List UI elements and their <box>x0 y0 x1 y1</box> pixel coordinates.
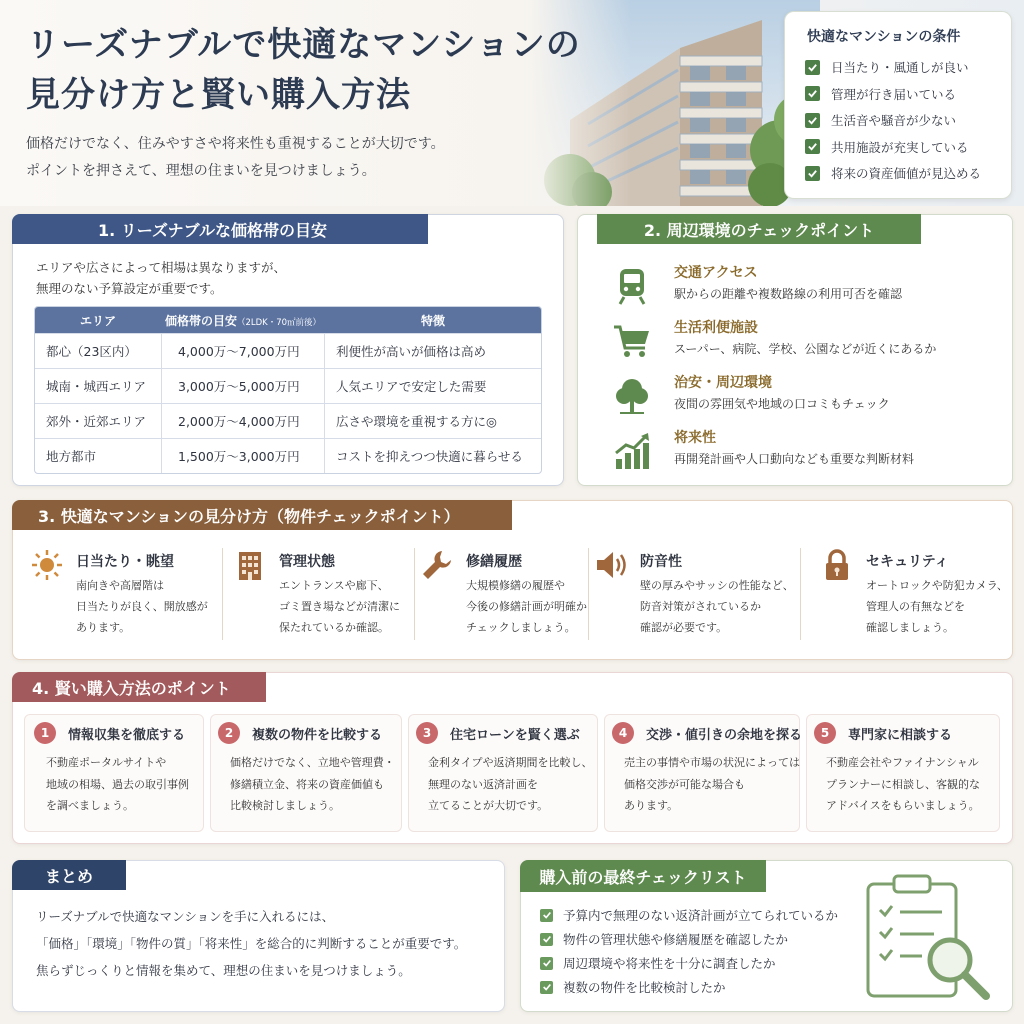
environment-item <box>612 372 1012 422</box>
property-check-title: 管理状態 <box>279 554 335 570</box>
desc-line: チェックしましょう。 <box>466 621 576 634</box>
desc-line: 売主の事情や市場の状況によっては <box>624 756 800 769</box>
desc-line: 確認しましょう。 <box>866 621 954 634</box>
step-number-badge: 1 <box>34 722 56 744</box>
desc-line: 保たれているか確認。 <box>279 621 389 634</box>
checklist-item <box>540 928 788 950</box>
property-check-title: 日当たり・眺望 <box>76 554 174 570</box>
price-range-section-title: 1. リーズナブルな価格帯の目安 <box>12 214 428 244</box>
step-desc <box>46 752 189 817</box>
area-cell: 城南・城西エリア <box>35 368 161 403</box>
desc-line: 修繕積立金、将来の資産価値も <box>230 777 384 791</box>
desc-line: 比較検討しましょう。 <box>230 799 340 812</box>
property-check-title: 防音性 <box>640 554 682 570</box>
purchase-step <box>416 720 598 824</box>
desc-line: あります。 <box>624 799 679 812</box>
step-title: 交渉・値引きの余地を探る <box>646 728 803 743</box>
condition-label: 将来の資産価値が見込める <box>831 166 982 182</box>
property-check-desc <box>640 575 794 638</box>
conditions-box <box>784 11 1012 199</box>
property-check-item <box>820 548 1006 652</box>
environment-section-title: 2. 周辺環境のチェックポイント <box>597 214 921 244</box>
condition-item <box>805 160 995 187</box>
speaker-icon <box>594 548 628 582</box>
price-table <box>34 306 542 474</box>
table-row <box>35 438 541 473</box>
desc-line: 今後の修繕計画が明確か <box>466 600 587 613</box>
step-title: 専門家に相談する <box>848 728 953 743</box>
col-header-price <box>161 307 325 333</box>
step-title: 住宅ローンを賢く選ぶ <box>450 728 580 743</box>
condition-item <box>805 107 995 134</box>
environment-item-title: 交通アクセス <box>674 265 758 281</box>
lock-icon <box>820 548 854 582</box>
wrench-icon <box>420 548 454 582</box>
desc-line: 不動産会社やファイナンシャル <box>826 756 979 769</box>
checkbox-checked-icon <box>805 113 820 128</box>
area-cell: 地方都市 <box>35 438 161 473</box>
desc-line: ゴミ置き場などが清潔に <box>279 600 400 613</box>
checklist-label: 周辺環境や将来性を十分に調査したか <box>563 956 776 971</box>
price-cell: 4,000万～7,000万円 <box>161 333 325 368</box>
divider <box>588 548 589 640</box>
table-row <box>35 368 541 403</box>
desc-line: 金利タイプや返済期間を比較し、 <box>428 756 593 769</box>
feature-cell: コストを抑えつつ快適に暮らせる <box>325 438 541 473</box>
environment-item <box>612 427 1012 477</box>
desc-line: 地域の相場、過去の取引事例 <box>46 777 189 791</box>
checkbox-checked-icon <box>540 981 553 994</box>
step-desc <box>826 752 980 817</box>
col-header-price-label: 価格帯の目安 <box>164 313 237 328</box>
area-cell: 郊外・近郊エリア <box>35 403 161 438</box>
condition-item <box>805 81 995 108</box>
step-title: 複数の物件を比較する <box>252 728 383 743</box>
page-title-line-1: リーズナブルで快適なマンションの <box>26 25 581 65</box>
final-checklist-title: 購入前の最終チェックリスト <box>520 860 766 892</box>
step-title: 情報収集を徹底する <box>68 728 186 743</box>
checkbox-checked-icon <box>540 933 553 946</box>
desc-line: アドバイスをもらいましょう。 <box>826 799 980 812</box>
page-title-line-2: 見分け方と賢い購入方法 <box>26 75 411 115</box>
price-cell: 3,000万～5,000万円 <box>161 368 325 403</box>
purchase-step <box>34 720 204 824</box>
summary-text <box>36 903 496 984</box>
table-row <box>35 403 541 438</box>
desc-line: 壁の厚みやサッシの性能など、 <box>640 579 794 592</box>
price-cell: 1,500万～3,000万円 <box>161 438 325 473</box>
desc-line: あります。 <box>76 621 131 634</box>
price-range-intro <box>36 257 536 299</box>
step-desc <box>428 752 592 817</box>
desc-line: オートロックや防犯カメラ、 <box>866 579 1008 592</box>
purchase-tips-section-title: 4. 賢い購入方法のポイント <box>12 672 266 702</box>
train-icon <box>612 266 652 306</box>
environment-item-title: 生活利便施設 <box>674 320 758 336</box>
feature-cell: 利便性が高いが価格は高め <box>325 333 541 368</box>
desc-line: 価格交渉が可能な場合も <box>624 777 745 791</box>
desc-line: 価格だけでなく、立地や管理費・ <box>230 756 395 769</box>
property-check-title: セキュリティ <box>866 554 949 570</box>
area-cell: 都心（23区内） <box>35 333 161 368</box>
summary-line: 焦らずじっくりと情報を集めて、理想の住まいを見つけましょう。 <box>36 963 411 978</box>
property-check-item <box>30 548 220 652</box>
checkbox-checked-icon <box>540 957 553 970</box>
desc-line: 無理のない返済計画を <box>428 777 538 791</box>
feature-cell: 人気エリアで安定した需要 <box>325 368 541 403</box>
summary-line: 「価格」「環境」「物件の質」「将来性」を総合的に判断することが重要です。 <box>36 936 467 951</box>
environment-item-desc: スーパー、病院、学校、公園などが近くにあるか <box>674 342 937 356</box>
conditions-title: 快適なマンションの条件 <box>807 29 961 45</box>
property-check-desc <box>466 575 587 638</box>
checklist-label: 物件の管理状態や修繕履歴を確認したか <box>563 932 789 947</box>
checklist-item <box>540 952 776 974</box>
condition-label: 生活音や騒音が少ない <box>831 113 957 129</box>
property-check-desc <box>76 575 208 638</box>
property-check-title: 修繕履歴 <box>466 554 522 570</box>
desc-line: 防音対策がされているか <box>640 600 761 613</box>
divider <box>222 548 223 640</box>
property-check-section-title: 3. 快適なマンションの見分け方（物件チェックポイント） <box>12 500 512 530</box>
property-check-item <box>233 548 413 652</box>
environment-item-desc: 再開発計画や人口動向なども重要な判断材料 <box>674 452 915 466</box>
table-header-row <box>35 307 541 333</box>
environment-item-desc: 夜間の雰囲気や地域の口コミもチェック <box>674 397 890 411</box>
checkbox-checked-icon <box>540 909 553 922</box>
subtitle-line-1: 価格だけでなく、住みやすさや将来性も重視することが大切です。 <box>26 136 445 152</box>
building-icon <box>233 548 267 582</box>
intro-line-2: 無理のない予算設定が重要です。 <box>36 281 223 296</box>
checklist-label: 予算内で無理のない返済計画が立てられているか <box>563 908 839 923</box>
condition-item <box>805 54 995 81</box>
clipboard-magnifier-icon <box>862 872 994 1002</box>
checkbox-checked-icon <box>805 166 820 181</box>
price-cell: 2,000万～4,000万円 <box>161 403 325 438</box>
step-desc <box>624 752 800 817</box>
purchase-step <box>612 720 803 824</box>
desc-line: 管理人の有無などを <box>866 600 965 613</box>
desc-line: 立てることが大切です。 <box>428 799 549 812</box>
condition-label: 共用施設が充実している <box>831 139 969 155</box>
col-header-price-note: （2LDK・70㎡前後） <box>236 317 322 328</box>
purchase-step <box>218 720 402 824</box>
table-row <box>35 333 541 368</box>
divider <box>414 548 415 640</box>
desc-line: エントランスや廊下、 <box>279 579 389 592</box>
property-check-item <box>594 548 794 652</box>
subtitle-line-2: ポイントを押さえて、理想の住まいを見つけましょう。 <box>26 163 376 179</box>
property-check-desc <box>866 575 1008 638</box>
checkbox-checked-icon <box>805 60 820 75</box>
page-subtitle <box>26 131 546 185</box>
environment-item-desc: 駅からの距離や複数路線の利用可否を確認 <box>674 287 903 301</box>
desc-line: 大規模修繕の履歴や <box>466 579 565 592</box>
tree-icon <box>612 376 652 416</box>
intro-line-1: エリアや広さによって相場は異なりますが、 <box>36 260 287 275</box>
page-title <box>26 20 626 120</box>
divider <box>800 548 801 640</box>
growth-chart-icon <box>612 431 652 471</box>
property-check-desc <box>279 575 400 638</box>
desc-line: 不動産ポータルサイトや <box>46 756 167 769</box>
desc-line: 日当たりが良く、開放感が <box>76 600 208 613</box>
desc-line: を調べましょう。 <box>46 799 134 812</box>
environment-item <box>612 262 1012 312</box>
checklist-item <box>540 976 726 998</box>
desc-line: 南向きや高層階は <box>76 579 164 592</box>
purchase-step <box>814 720 1000 824</box>
checkbox-checked-icon <box>805 139 820 154</box>
summary-title: まとめ <box>12 860 126 890</box>
step-number-badge: 4 <box>612 722 634 744</box>
condition-label: 日当たり・風通しが良い <box>831 60 969 76</box>
sun-icon <box>30 548 64 582</box>
desc-line: 確認が必要です。 <box>640 621 728 634</box>
col-header-feature: 特徴 <box>325 307 541 333</box>
condition-item <box>805 134 995 161</box>
feature-cell: 広さや環境を重視する方に◎ <box>325 403 541 438</box>
step-number-badge: 3 <box>416 722 438 744</box>
property-check-item <box>420 548 600 652</box>
environment-item <box>612 317 1012 367</box>
checklist-item <box>540 904 838 926</box>
step-number-badge: 5 <box>814 722 836 744</box>
summary-line: リーズナブルで快適なマンションを手に入れるには、 <box>36 909 335 924</box>
step-desc <box>230 752 395 817</box>
checkbox-checked-icon <box>805 86 820 101</box>
condition-label: 管理が行き届いている <box>831 86 957 102</box>
checklist-label: 複数の物件を比較検討したか <box>563 980 726 995</box>
desc-line: プランナーに相談し、客観的な <box>826 777 980 791</box>
environment-item-title: 将来性 <box>674 430 716 446</box>
col-header-area: エリア <box>35 307 161 333</box>
shopping-cart-icon <box>612 321 652 361</box>
step-number-badge: 2 <box>218 722 240 744</box>
environment-item-title: 治安・周辺環境 <box>674 375 772 391</box>
